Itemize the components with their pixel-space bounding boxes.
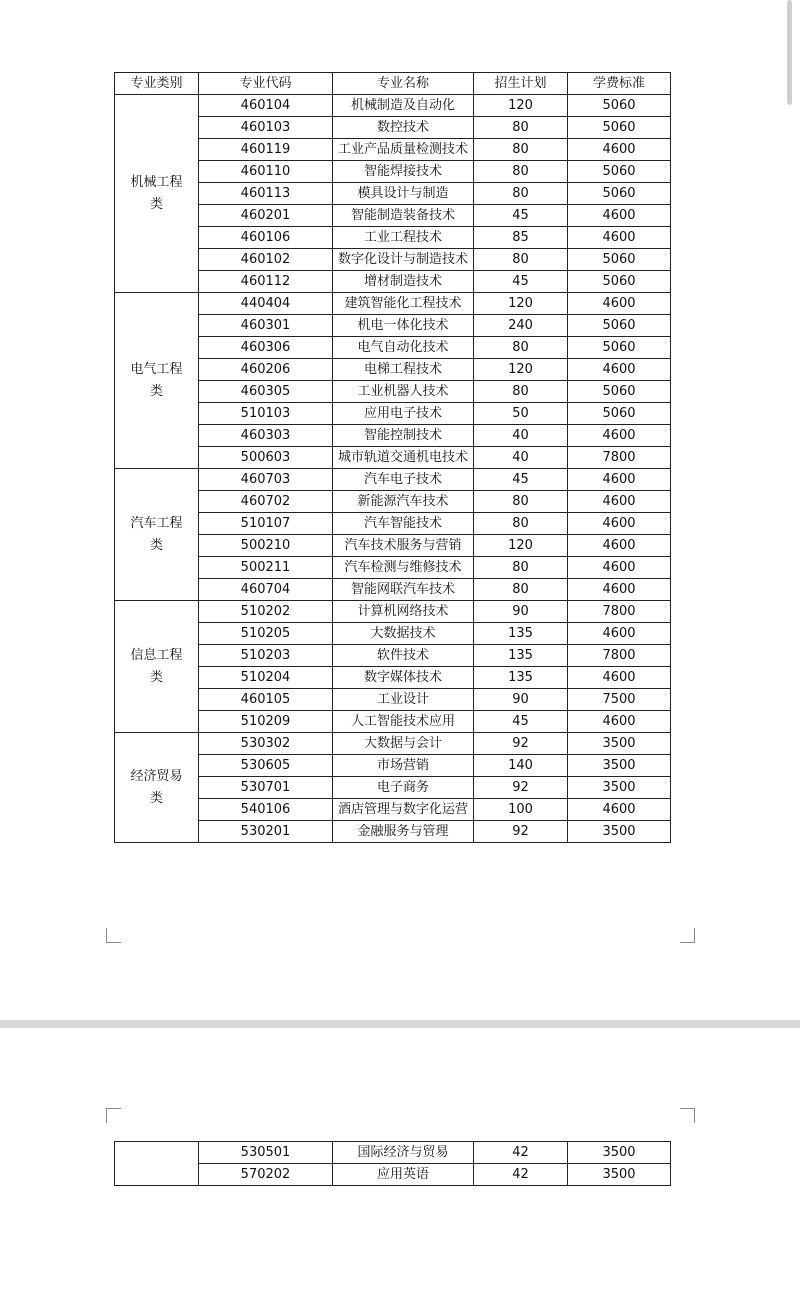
fee-cell: 4600 — [568, 579, 671, 601]
category-cell — [115, 1142, 199, 1186]
name-cell: 汽车检测与维修技术 — [333, 557, 474, 579]
plan-cell: 80 — [474, 183, 568, 205]
table-row — [115, 337, 671, 359]
plan-cell: 90 — [474, 601, 568, 623]
name-cell: 工业工程技术 — [333, 227, 474, 249]
page-corner-mark — [680, 928, 695, 943]
table-row — [115, 469, 671, 491]
code-cell: 510205 — [199, 623, 333, 645]
code-cell: 460301 — [199, 315, 333, 337]
plan-cell: 240 — [474, 315, 568, 337]
category-cell: 经济贸易 类 — [115, 733, 199, 843]
table-row — [115, 799, 671, 821]
fee-cell: 3500 — [568, 821, 671, 843]
code-cell: 460206 — [199, 359, 333, 381]
fee-cell: 4600 — [568, 293, 671, 315]
table-row — [115, 293, 671, 315]
fee-cell: 3500 — [568, 755, 671, 777]
table-row — [115, 271, 671, 293]
page-corner-mark — [680, 1108, 695, 1123]
plan-cell: 80 — [474, 337, 568, 359]
name-cell: 模具设计与制造 — [333, 183, 474, 205]
fee-cell: 5060 — [568, 249, 671, 271]
name-cell: 智能控制技术 — [333, 425, 474, 447]
fee-cell: 5060 — [568, 337, 671, 359]
name-cell: 工业机器人技术 — [333, 381, 474, 403]
code-cell: 460201 — [199, 205, 333, 227]
fee-cell: 4600 — [568, 491, 671, 513]
fee-cell: 7800 — [568, 447, 671, 469]
name-cell: 工业产品质量检测技术 — [333, 139, 474, 161]
fee-cell: 4600 — [568, 205, 671, 227]
name-cell: 人工智能技术应用 — [333, 711, 474, 733]
plan-cell: 80 — [474, 117, 568, 139]
name-cell: 大数据与会计 — [333, 733, 474, 755]
plan-cell: 90 — [474, 689, 568, 711]
fee-cell: 3500 — [568, 777, 671, 799]
table-row — [115, 249, 671, 271]
code-cell: 510107 — [199, 513, 333, 535]
code-cell: 460106 — [199, 227, 333, 249]
table-row — [115, 689, 671, 711]
code-cell: 460102 — [199, 249, 333, 271]
category-cell: 机械工程 类 — [115, 95, 199, 293]
table-row — [115, 601, 671, 623]
code-cell: 500603 — [199, 447, 333, 469]
page-separator — [0, 1020, 800, 1028]
fee-cell: 4600 — [568, 535, 671, 557]
plan-cell: 135 — [474, 645, 568, 667]
table-row — [115, 117, 671, 139]
name-cell: 市场营销 — [333, 755, 474, 777]
table-row — [115, 1142, 671, 1164]
name-cell: 智能焊接技术 — [333, 161, 474, 183]
code-cell: 530302 — [199, 733, 333, 755]
plan-cell: 80 — [474, 381, 568, 403]
majors-table-continued — [114, 1141, 671, 1186]
page-corner-mark — [106, 928, 121, 943]
table-row — [115, 623, 671, 645]
fee-cell: 4600 — [568, 557, 671, 579]
fee-cell: 7500 — [568, 689, 671, 711]
fee-cell: 4600 — [568, 425, 671, 447]
table-row — [115, 491, 671, 513]
code-cell: 530501 — [199, 1142, 333, 1164]
table-row — [115, 139, 671, 161]
plan-cell: 40 — [474, 425, 568, 447]
header-fee: 学费标准 — [568, 73, 671, 95]
name-cell: 建筑智能化工程技术 — [333, 293, 474, 315]
code-cell: 510209 — [199, 711, 333, 733]
category-cell: 电气工程 类 — [115, 293, 199, 469]
name-cell: 汽车电子技术 — [333, 469, 474, 491]
table-row — [115, 777, 671, 799]
table-row — [115, 161, 671, 183]
plan-cell: 45 — [474, 469, 568, 491]
fee-cell: 4600 — [568, 469, 671, 491]
plan-cell: 120 — [474, 359, 568, 381]
code-cell: 460112 — [199, 271, 333, 293]
table-header-row — [115, 73, 671, 95]
plan-cell: 80 — [474, 513, 568, 535]
table-row — [115, 381, 671, 403]
plan-cell: 135 — [474, 623, 568, 645]
name-cell: 应用电子技术 — [333, 403, 474, 425]
plan-cell: 40 — [474, 447, 568, 469]
table-row — [115, 711, 671, 733]
fee-cell: 5060 — [568, 117, 671, 139]
code-cell: 500210 — [199, 535, 333, 557]
header-name: 专业名称 — [333, 73, 474, 95]
name-cell: 数字媒体技术 — [333, 667, 474, 689]
code-cell: 510202 — [199, 601, 333, 623]
code-cell: 440404 — [199, 293, 333, 315]
majors-table — [114, 72, 671, 843]
plan-cell: 42 — [474, 1164, 568, 1186]
fee-cell: 5060 — [568, 183, 671, 205]
fee-cell: 5060 — [568, 403, 671, 425]
fee-cell: 4600 — [568, 513, 671, 535]
table-row — [115, 513, 671, 535]
code-cell: 460303 — [199, 425, 333, 447]
table-row — [115, 205, 671, 227]
plan-cell: 85 — [474, 227, 568, 249]
code-cell: 460702 — [199, 491, 333, 513]
name-cell: 智能制造装备技术 — [333, 205, 474, 227]
fee-cell: 5060 — [568, 95, 671, 117]
plan-cell: 45 — [474, 271, 568, 293]
name-cell: 数字化设计与制造技术 — [333, 249, 474, 271]
header-code: 专业代码 — [199, 73, 333, 95]
name-cell: 城市轨道交通机电技术 — [333, 447, 474, 469]
code-cell: 460104 — [199, 95, 333, 117]
plan-cell: 140 — [474, 755, 568, 777]
table-row — [115, 755, 671, 777]
plan-cell: 135 — [474, 667, 568, 689]
fee-cell: 4600 — [568, 227, 671, 249]
name-cell: 应用英语 — [333, 1164, 474, 1186]
fee-cell: 7800 — [568, 645, 671, 667]
fee-cell: 4600 — [568, 711, 671, 733]
code-cell: 460703 — [199, 469, 333, 491]
plan-cell: 92 — [474, 821, 568, 843]
name-cell: 机电一体化技术 — [333, 315, 474, 337]
code-cell: 510103 — [199, 403, 333, 425]
table-row — [115, 403, 671, 425]
fee-cell: 5060 — [568, 161, 671, 183]
name-cell: 数控技术 — [333, 117, 474, 139]
fee-cell: 4600 — [568, 359, 671, 381]
name-cell: 新能源汽车技术 — [333, 491, 474, 513]
table-row — [115, 1164, 671, 1186]
plan-cell: 120 — [474, 95, 568, 117]
name-cell: 软件技术 — [333, 645, 474, 667]
scrollbar[interactable] — [787, 0, 792, 105]
code-cell: 460105 — [199, 689, 333, 711]
name-cell: 电子商务 — [333, 777, 474, 799]
plan-cell: 80 — [474, 491, 568, 513]
fee-cell: 4600 — [568, 623, 671, 645]
plan-cell: 42 — [474, 1142, 568, 1164]
header-plan: 招生计划 — [474, 73, 568, 95]
name-cell: 工业设计 — [333, 689, 474, 711]
name-cell: 电梯工程技术 — [333, 359, 474, 381]
name-cell: 电气自动化技术 — [333, 337, 474, 359]
table-row — [115, 183, 671, 205]
code-cell: 530605 — [199, 755, 333, 777]
code-cell: 460103 — [199, 117, 333, 139]
table-row — [115, 315, 671, 337]
name-cell: 国际经济与贸易 — [333, 1142, 474, 1164]
plan-cell: 80 — [474, 161, 568, 183]
plan-cell: 80 — [474, 139, 568, 161]
fee-cell: 5060 — [568, 271, 671, 293]
table-row — [115, 227, 671, 249]
category-cell: 汽车工程 类 — [115, 469, 199, 601]
document-page-2 — [0, 1028, 800, 1296]
plan-cell: 80 — [474, 249, 568, 271]
table-row — [115, 95, 671, 117]
code-cell: 460110 — [199, 161, 333, 183]
code-cell: 460305 — [199, 381, 333, 403]
name-cell: 增材制造技术 — [333, 271, 474, 293]
plan-cell: 50 — [474, 403, 568, 425]
table-row — [115, 821, 671, 843]
table-row — [115, 557, 671, 579]
plan-cell: 80 — [474, 579, 568, 601]
fee-cell: 4600 — [568, 799, 671, 821]
code-cell: 460306 — [199, 337, 333, 359]
fee-cell: 3500 — [568, 1164, 671, 1186]
fee-cell: 7800 — [568, 601, 671, 623]
name-cell: 智能网联汽车技术 — [333, 579, 474, 601]
fee-cell: 4600 — [568, 139, 671, 161]
plan-cell: 92 — [474, 733, 568, 755]
fee-cell: 4600 — [568, 667, 671, 689]
code-cell: 500211 — [199, 557, 333, 579]
header-category: 专业类别 — [115, 73, 199, 95]
table-row — [115, 645, 671, 667]
name-cell: 机械制造及自动化 — [333, 95, 474, 117]
plan-cell: 100 — [474, 799, 568, 821]
plan-cell: 45 — [474, 205, 568, 227]
table-row — [115, 447, 671, 469]
code-cell: 460113 — [199, 183, 333, 205]
table-row — [115, 579, 671, 601]
fee-cell: 3500 — [568, 1142, 671, 1164]
fee-cell: 5060 — [568, 315, 671, 337]
code-cell: 570202 — [199, 1164, 333, 1186]
plan-cell: 92 — [474, 777, 568, 799]
code-cell: 460704 — [199, 579, 333, 601]
name-cell: 汽车技术服务与营销 — [333, 535, 474, 557]
plan-cell: 45 — [474, 711, 568, 733]
fee-cell: 3500 — [568, 733, 671, 755]
category-cell: 信息工程 类 — [115, 601, 199, 733]
code-cell: 510203 — [199, 645, 333, 667]
table-row — [115, 359, 671, 381]
plan-cell: 120 — [474, 535, 568, 557]
plan-cell: 120 — [474, 293, 568, 315]
code-cell: 540106 — [199, 799, 333, 821]
page-corner-mark — [106, 1108, 121, 1123]
table-row — [115, 425, 671, 447]
fee-cell: 5060 — [568, 381, 671, 403]
name-cell: 金融服务与管理 — [333, 821, 474, 843]
table-row — [115, 535, 671, 557]
name-cell: 计算机网络技术 — [333, 601, 474, 623]
plan-cell: 80 — [474, 557, 568, 579]
code-cell: 530201 — [199, 821, 333, 843]
name-cell: 大数据技术 — [333, 623, 474, 645]
table-row — [115, 733, 671, 755]
name-cell: 酒店管理与数字化运营 — [333, 799, 474, 821]
code-cell: 510204 — [199, 667, 333, 689]
code-cell: 530701 — [199, 777, 333, 799]
name-cell: 汽车智能技术 — [333, 513, 474, 535]
code-cell: 460119 — [199, 139, 333, 161]
table-row — [115, 667, 671, 689]
